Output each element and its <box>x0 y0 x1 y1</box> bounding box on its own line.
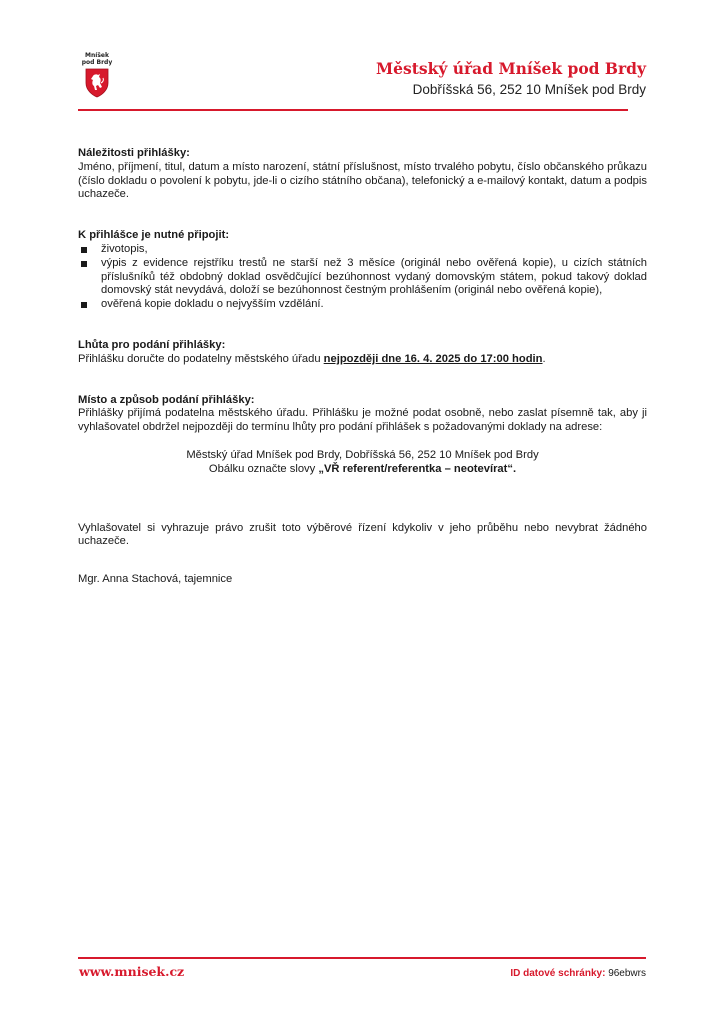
delivery-address: Městský úřad Mníšek pod Brdy, Dobříšská 56, 252 10 Mníšek pod Brdy <box>186 448 539 461</box>
data-box-id <box>510 968 646 979</box>
signature: Mgr. Anna Stachová, tajemnice <box>78 573 233 586</box>
section-misto <box>78 394 647 477</box>
website-link[interactable]: www.mnisek.cz <box>79 964 185 979</box>
document-body <box>78 147 647 587</box>
section-lhuta <box>78 339 647 367</box>
list-item: výpis z evidence rejstříku trestů ne starší než 3 měsíce (originál nebo ověřená kopie), u cizích státních příslušníků též obdobný doklad osvědčující bezúhonnost vydaný domovským státem, pokud takový doklad domovský stát nevydává, doloží se bezúhonnost čestným prohlášením (originál nebo ověřená kopie), <box>78 257 647 298</box>
coat-of-arms-icon <box>85 68 109 98</box>
logo-text-line1: Mníšek <box>85 52 109 59</box>
section-text: Jméno, příjmení, titul, datum a místo narození, státní příslušnost, místo trvalého pobytu, číslo občanského průkazu (číslo dokladu o povolení k pobytu, jde-li o cizího státního občana), telefonický a e-mailový kontakt, datum a podpis uchazeče. <box>78 160 647 201</box>
reservation-note: Vyhlašovatel si vyhrazuje právo zrušit toto výběrové řízení kdykoliv v jeho průběhu nebo nevybrat žádného uchazeče. <box>78 521 647 548</box>
section-title: Lhůta pro podání přihlášky: <box>78 338 226 351</box>
section-title: Náležitosti přihlášky: <box>78 147 190 159</box>
section-title: Místo a způsob podání přihlášky: <box>78 393 255 406</box>
municipal-logo <box>80 52 114 98</box>
section-title: K přihlášce je nutné připojit: <box>78 229 230 242</box>
office-address: Dobříšská 56, 252 10 Mníšek pod Brdy <box>412 82 646 97</box>
data-box-value: 96ebwrs <box>608 968 646 979</box>
deadline-date: nejpozději dne 16. 4. 2025 do 17:00 hodin <box>323 352 543 365</box>
footer-divider <box>78 957 646 959</box>
section-nalezitosti <box>78 147 647 202</box>
envelope-note <box>78 463 647 477</box>
data-box-label: ID datové schránky: <box>510 968 606 979</box>
deadline-end: . <box>542 352 546 365</box>
list-item: ověřená kopie dokladu o nejvyšším vzdělání. <box>78 298 647 312</box>
section-pripojit <box>78 229 647 312</box>
attachment-list <box>78 243 647 312</box>
logo-text-line2: pod Brdy <box>81 59 113 66</box>
envelope-label: „VŘ referent/referentka – neotevírat“. <box>318 462 517 475</box>
office-title: Městský úřad Mníšek pod Brdy <box>375 59 646 78</box>
section-text: Přihlášky přijímá podatelna městského úřadu. Přihlášku je možné podat osobně, nebo zaslat písemně tak, aby ji vyhlašovatel obdržel nejpozději do termínu lhůty pro podání přihlášek s požadovanými doklady na adrese: <box>78 407 647 434</box>
section-text <box>78 353 647 367</box>
deadline-intro: Přihlášku doručte do podatelny městského úřadu <box>78 352 324 365</box>
list-item: životopis, <box>78 243 647 257</box>
envelope-intro: Obálku označte slovy <box>208 462 319 475</box>
header-divider <box>78 109 628 111</box>
